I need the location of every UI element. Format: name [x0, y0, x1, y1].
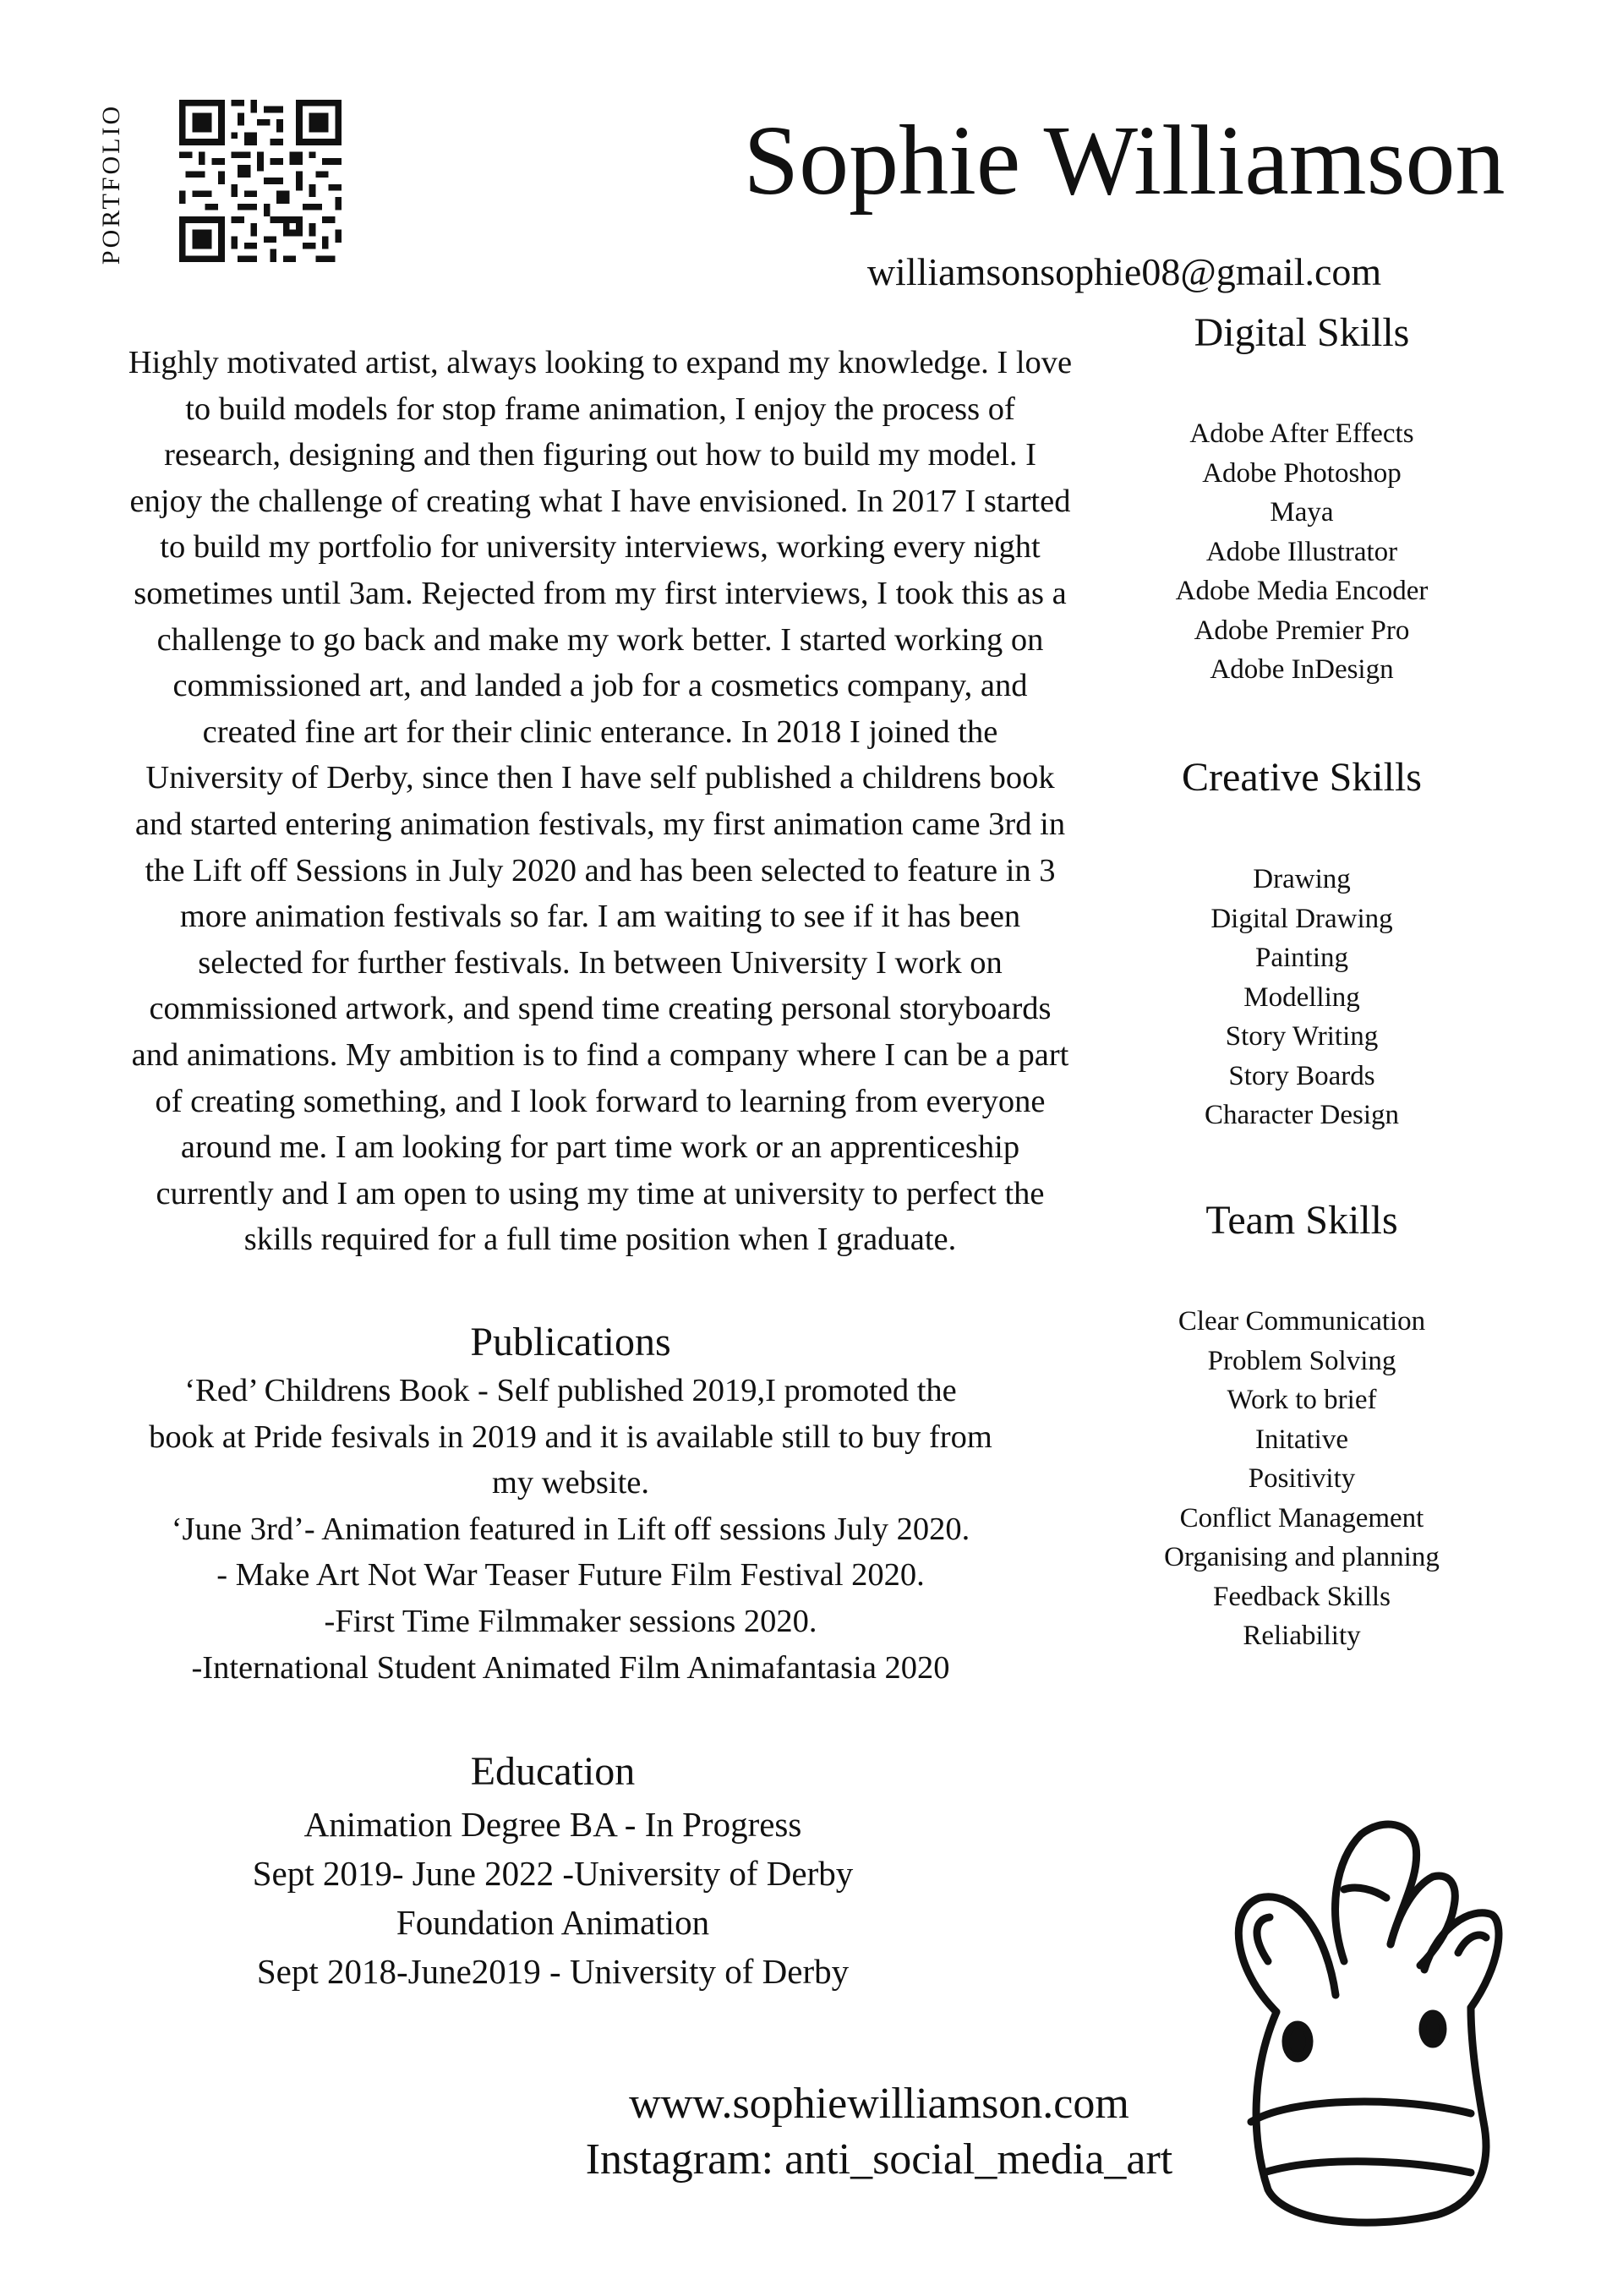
digital-skills-list	[1124, 414, 1479, 690]
skill-item: Adobe After Effects	[1189, 418, 1414, 449]
skill-item: Adobe Media Encoder	[1175, 576, 1429, 606]
skill-item: Clear Communication	[1178, 1306, 1426, 1337]
skill-item: Work to brief	[1227, 1385, 1377, 1415]
skill-item: Problem Solving	[1207, 1345, 1396, 1376]
creature-head-drawing	[1217, 1818, 1505, 2232]
skill-item: Modelling	[1243, 981, 1360, 1013]
publications-heading: Publications	[470, 1320, 671, 1364]
skill-item: Feedback Skills	[1213, 1581, 1391, 1612]
skill-item: Adobe Premier Pro	[1194, 615, 1410, 646]
email-address[interactable]: williamsonsophie08@gmail.com	[866, 250, 1382, 293]
skill-item: Digital Drawing	[1210, 903, 1393, 934]
skill-item: Organising and planning	[1164, 1542, 1440, 1572]
team-skills-list	[1124, 1302, 1479, 1656]
skill-item: Story Boards	[1228, 1060, 1375, 1091]
skill-item: Adobe Illustrator	[1205, 536, 1398, 567]
education-list: Animation Degree BA - In Progress Sept 2019- June 2022 -University of Derby Foundation Animation Sept 2018-June2019 - University of Derby	[252, 1805, 854, 1991]
skill-item: Story Writing	[1225, 1021, 1379, 1052]
skill-item: Adobe Photoshop	[1202, 457, 1402, 489]
publications-list: ‘Red’ Childrens Book - Self published 2019,I promoted the book at Pride fesivals in 2019 and it is available still to buy from my website. ‘June 3rd’- Animation featured in Lift off sessions July 2020. - Make Art Not War Teaser Future Film Festival 2020. -First Time Filmmaker sessions 2020. -International Student Animated Film Animafantasia 2020	[149, 1373, 992, 1686]
education-heading: Education	[470, 1749, 636, 1794]
qr-code-icon[interactable]	[179, 100, 342, 262]
skill-item: Initative	[1255, 1424, 1348, 1455]
skill-item: Maya	[1270, 497, 1334, 528]
skill-item: Positivity	[1248, 1463, 1356, 1494]
skill-item: Reliability	[1243, 1621, 1361, 1651]
digital-skills-heading: Digital Skills	[1194, 310, 1410, 355]
instagram-handle[interactable]: Instagram: anti_social_media_art	[585, 2135, 1173, 2184]
skill-item: Conflict Management	[1179, 1502, 1424, 1533]
creative-skills-list	[1124, 860, 1479, 1135]
portfolio-label: PORTFOLIO	[97, 103, 125, 265]
skill-item: Painting	[1254, 943, 1348, 973]
skill-item: Adobe InDesign	[1210, 654, 1394, 685]
website-link[interactable]: www.sophiewilliamson.com	[629, 2080, 1129, 2128]
creative-skills-heading: Creative Skills	[1182, 755, 1422, 800]
candidate-name: Sophie Williamson	[743, 105, 1506, 216]
team-skills-heading: Team Skills	[1205, 1198, 1398, 1243]
bio-paragraph: Highly motivated artist, always looking to expand my knowledge. I love to build models for stop frame animation, I enjoy the process of research, designing and then figuring out how to build my model. I enjoy the challenge of creating what I have envisioned. In 2017 I started to build my portfolio for university interviews, working every night sometimes until 3am. Rejected from my first interviews, I took this as a challenge to go back and make my work better. I started working on commissioned art, and landed a job for a cosmetics company, and created fine art for their clinic enterance. In 2018 I joined the University of Derby, since then I have self published a childrens book and started entering animation festivals, my first animation came 3rd in the Lift off Sessions in July 2020 and has been selected to feature in 3 more animation festivals so far. I am waiting to see if it has been selected for further festivals. In between University I work on commissioned artwork, and spend time creating personal storyboards and animations. My ambition is to find a company where I can be a part of creating something, and I look forward to learning from everyone around me. I am looking for part time work or an apprenticeship currently and I am open to using my time at university to perfect the skills required for a full time position when I graduate.	[128, 345, 1073, 1258]
skill-item: Character Design	[1205, 1100, 1399, 1130]
skill-item: Drawing	[1253, 864, 1351, 894]
